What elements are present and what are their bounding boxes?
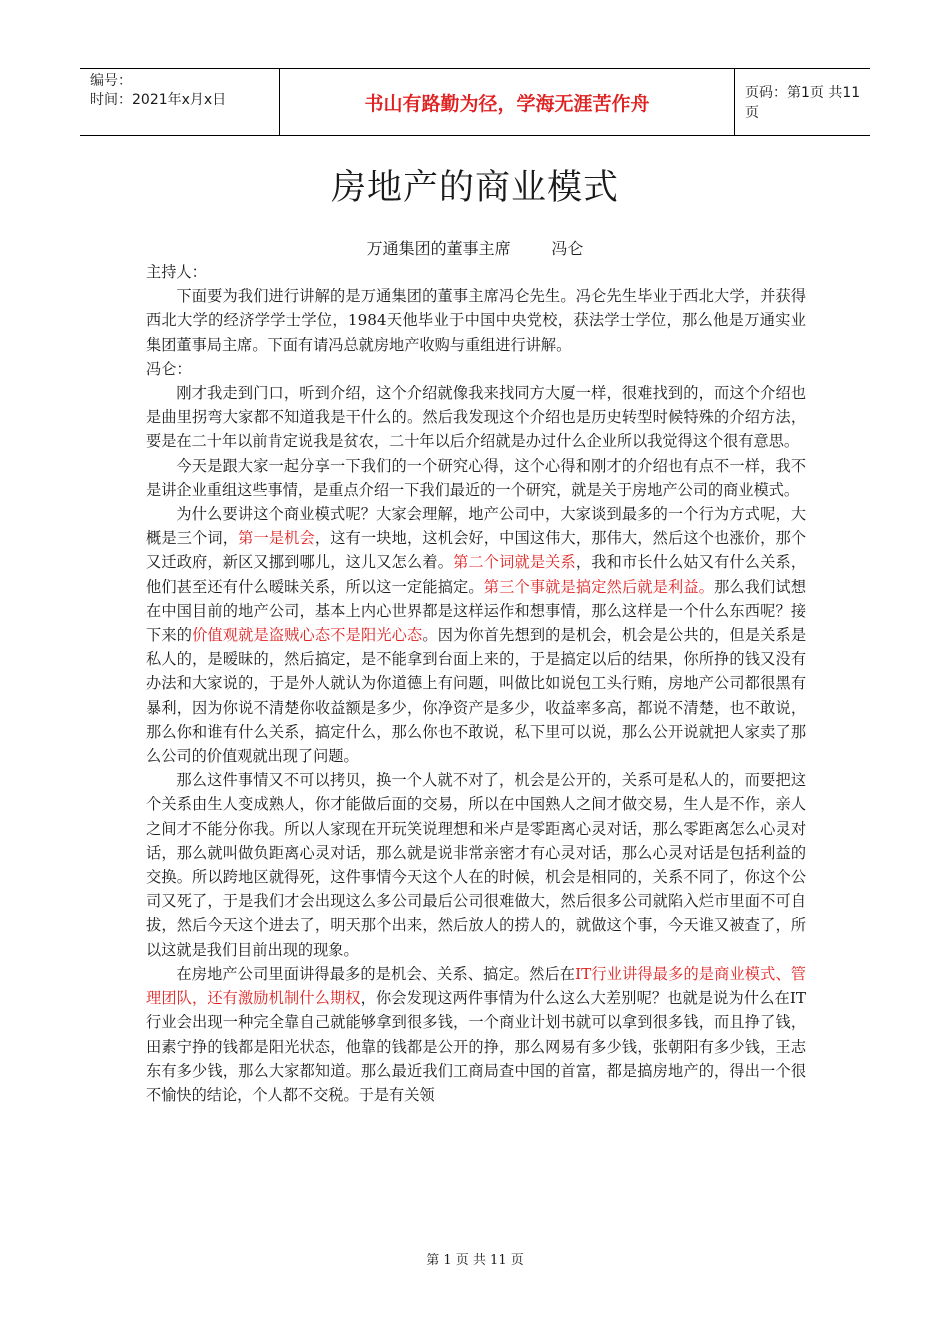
- body-paragraph: [146, 454, 806, 502]
- paragraph-text: ，这有一块地，这机会好，中国这伟大，那伟大，然后这个也涨价，那个又迁政府，新区又挪到哪儿，这儿又怎么着。: [146, 529, 807, 572]
- paragraph-text: 主持人：: [146, 263, 207, 281]
- paragraph-text: 那么这件事情又不可以拷贝，换一个人就不对了，机会是公开的，关系可是私人的，而要把这个关系由生人变成熟人，你才能做后面的交易，所以在中国熟人之间才做交易，生人是不作，亲人之间才不能分你我。所以人家现在开玩笑说理想和米卢是零距离心灵对话，那么零距离怎么心灵对话，那么就叫做负距离心灵对话，那么就是说非常亲密才有心灵对话，那么心灵对话是包括利益的交换。所以跨地区就得死，这件事情今天这个人在的时候，机会是相同的，关系不同了，你这个公司又死了，于是我们才会出现这么多公司最后公司很难做大，然后很多公司就陷入烂市里面不可自拔，然后今天这个进去了，明天那个出来，然后放人的捞人的，就做这个事，今天谁又被查了，所以这就是我们目前出现的现象。: [146, 771, 806, 959]
- paragraph-text: 在房地产公司里面讲得最多的是机会、关系、搞定。然后在: [176, 964, 576, 983]
- document-subtitle: 万通集团的董事主席 冯仑: [366, 239, 584, 258]
- paragraph-text: 为什么要讲这个商业模式呢？大家会理解，地产公司中，大家谈到最多的一个行为方式呢，大概是三个词，: [146, 505, 806, 548]
- highlighted-text: 第一是机会: [238, 529, 315, 548]
- body-paragraph: [146, 502, 806, 768]
- header-left-cell: [80, 69, 280, 135]
- header-motto: 书山有路勤为径，学海无涯苦作舟: [280, 69, 735, 135]
- document-body: [146, 260, 806, 1107]
- body-paragraph: [146, 381, 806, 454]
- body-paragraph: [146, 357, 806, 381]
- paragraph-text: ，我和市长什么姑又有什么关系，他们甚至还有什么暧昧关系，所以这一定能搞定。: [146, 553, 807, 596]
- page-footer: 第 1 页 共 11 页: [426, 1253, 524, 1268]
- paragraph-text: 下面要为我们进行讲解的是万通集团的董事主席冯仑先生。冯仑先生毕业于西北大学，并获得西北大学的经济学学士学位，1984天他毕业于中国中央党校，获法学士学位，那么他是万通实业集团董事局主席。下面有请冯总就房地产收购与重组进行讲解。: [146, 287, 806, 354]
- header-page-info: 页码：第1页 共11页: [745, 85, 861, 121]
- document-title: 房地产的商业模式: [330, 168, 619, 208]
- paragraph-text: 。因为你首先想到的是机会，机会是公共的，但是关系是私人的，是暧昧的，然后搞定，是不能拿到台面上来的，于是搞定以后的结果，你所挣的钱又没有办法和大家说的，于是外人就认为你道德上有问题，叫做比如说包工头行贿，房地产公司都很黑有暴利，因为你说不清楚你收益额是多少，你净资产是多少，收益率多高，都说不清楚，也不敢说，那么你和谁有什么关系，搞定什么，那么你也不敢说，私下里可以说，那么公开说就把人家卖了那么公司的价值观就出现了问题。: [146, 626, 807, 766]
- body-paragraph: [146, 284, 806, 357]
- paragraph-text: 冯仑：: [146, 359, 192, 378]
- body-paragraph: [146, 768, 806, 962]
- highlighted-text: 价值观就是盗贼心态不是阳光心态: [192, 626, 423, 645]
- highlighted-text: 第三个事就是搞定然后就是利益。: [483, 577, 715, 596]
- header-table: [80, 68, 870, 136]
- paragraph-text: 今天是跟大家一起分享一下我们的一个研究心得，这个心得和刚才的介绍也有点不一样，我不是讲企业重组这些事情，是重点介绍一下我们最近的一个研究，就是关于房地产公司的商业模式。: [146, 456, 806, 499]
- document-date-label: 时间：2021年x月x日: [90, 92, 227, 108]
- document-number-label: 编号：: [90, 73, 132, 89]
- body-paragraph: [146, 962, 806, 1107]
- body-paragraph: [146, 260, 806, 284]
- paragraph-text: 那么我们试想在中国目前的地产公司，基本上内心世界都是这样运作和想事情，那么这样是一个什么东西呢？接下来的: [146, 577, 807, 645]
- highlighted-text: IT行业讲得最多的是商业模式、管理团队，还有激励机制什么期权: [146, 964, 806, 1008]
- paragraph-text: 刚才我走到门口，听到介绍，这个介绍就像我来找同方大厦一样，很难找到的，而这个介绍也是曲里拐弯大家都不知道我是干什么的。然后我发现这个介绍也是历史转型时候特殊的介绍方法，要是在二十年以前肯定说我是贫农，二十年以后介绍就是办过什么企业所以我觉得这个很有意思。: [146, 384, 806, 451]
- highlighted-text: 第二个词就是关系: [453, 553, 576, 572]
- paragraph-text: ，你会发现这两件事情为什么这么大差别呢？也就是说为什么在IT行业会出现一种完全靠自己就能够拿到很多钱，一个商业计划书就可以拿到很多钱，而且挣了钱，田素宁挣的钱都是阳光状态，他靠的钱都是公开的挣，那么网易有多少钱，张朝阳有多少钱，王志东有多少钱，那么大家都知道。那么最近我们工商局查中国的首富，都是搞房地产的，得出一个很不愉快的结论，个人都不交税。于是有关领: [146, 989, 806, 1104]
